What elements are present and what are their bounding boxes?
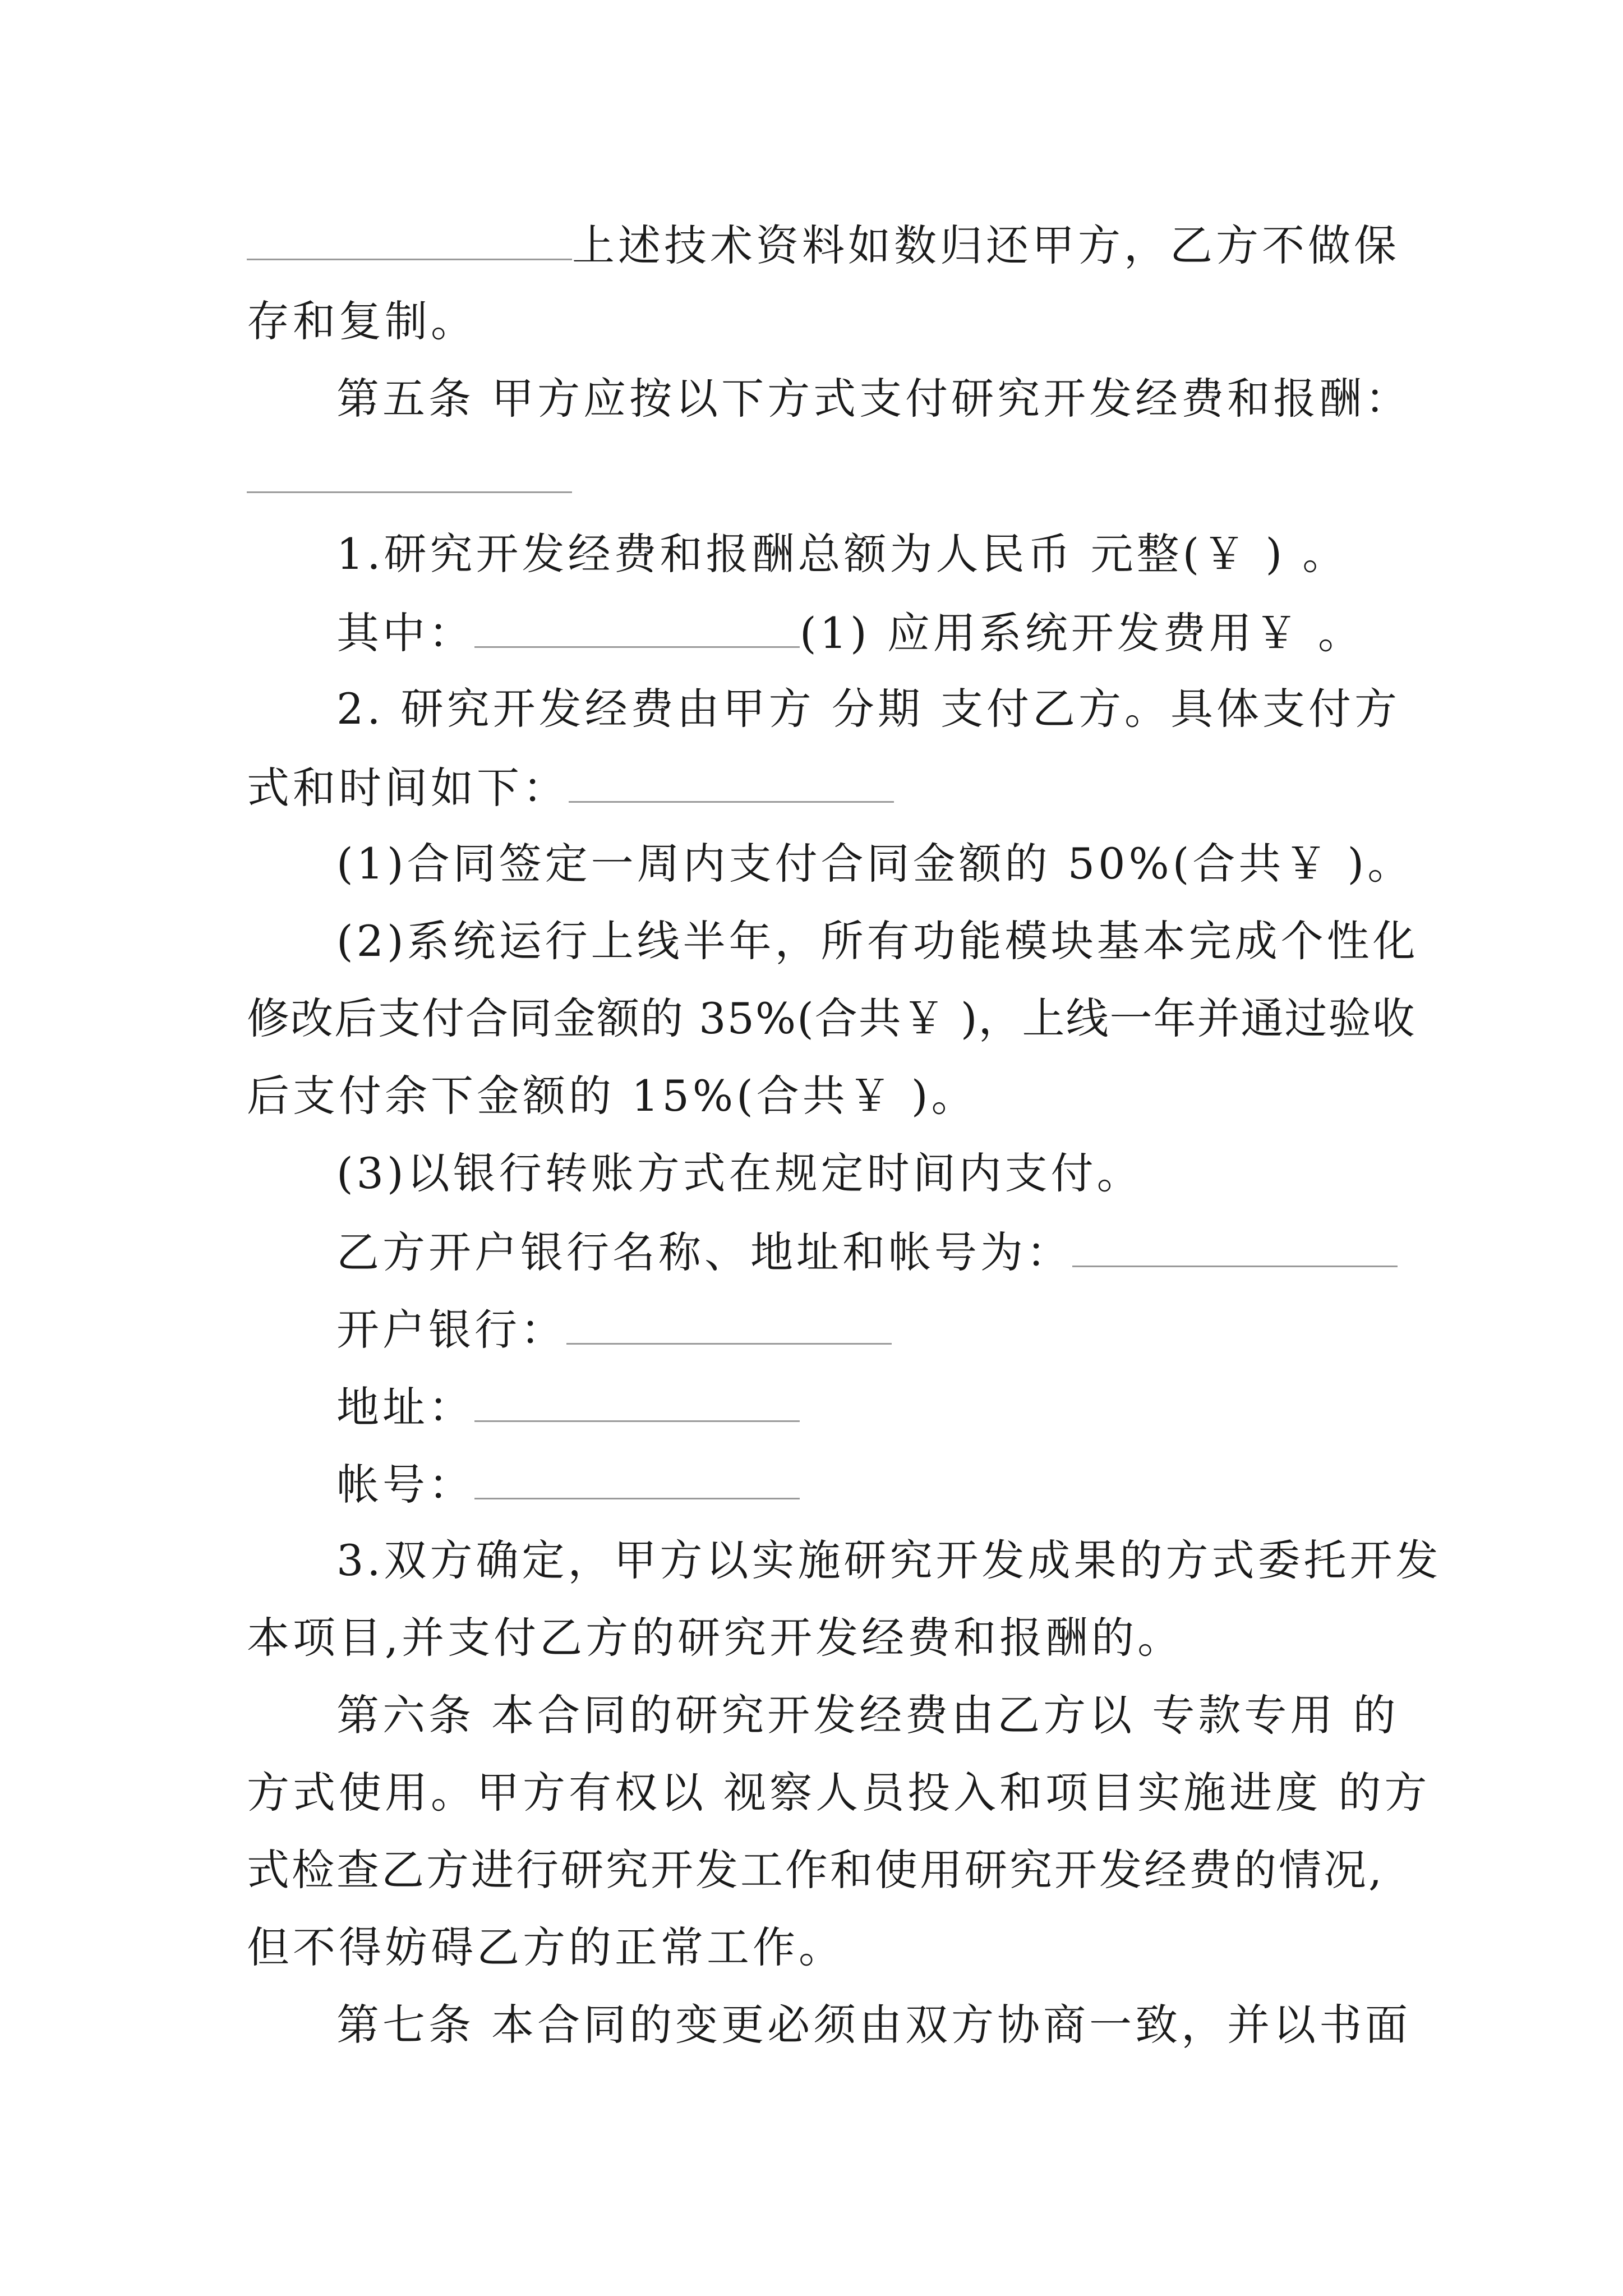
text: 式和时间如下： [247,763,569,813]
text: 乙方开户银行名称、地址和帐号为： [336,1227,1072,1277]
article-7-line: 第七条 本合同的变更必须由双方协商一致，并以书面 [336,2000,1412,2050]
paragraph-line: 修改后支付合同金额的 35%(合共￥ )，上线一年并通过验收 [247,993,1416,1043]
text: 开户银行： [336,1305,566,1355]
article-6-line: 第六条 本合同的研究开发经费由乙方以 专款专用 的 [336,1690,1399,1740]
paragraph-line [247,758,1391,815]
paragraph-line: 本项目,并支付乙方的研究开发经费和报酬的。 [247,1613,1184,1663]
paragraph-line: 2. 研究开发经费由甲方 分期 支付乙方。具体支付方 [336,684,1400,734]
fill-in-blank [1072,1223,1398,1267]
paragraph-line: 3.双方确定，甲方以实施研究开发成果的方式委托开发 [336,1535,1442,1585]
paragraph-line: 存和复制。 [247,296,477,346]
fill-in-blank [474,1378,800,1422]
fill-in-blank [474,604,800,648]
article-5-heading: 第五条 甲方应按以下方式支付研究开发经费和报酬： [336,374,1412,424]
fill-in-blank [569,758,894,803]
fill-in-blank [566,1300,892,1345]
paragraph-line: 式检查乙方进行研究开发工作和使用研究开发经费的情况, [247,1845,1385,1895]
paragraph-line [336,1300,1481,1356]
text: (1) 应用系统开发费用￥ 。 [800,608,1364,658]
paragraph-line: 方式使用。甲方有权以 视察人员投入和项目实施进度 的方 [247,1768,1431,1818]
paragraph-line: (2)系统运行上线半年，所有功能模块基本完成个性化 [336,916,1419,966]
blank-line [247,449,1391,505]
paragraph-line [336,1223,1481,1279]
text: 其中： [336,608,474,658]
fill-in-blank [247,449,572,493]
paragraph-line: (1)合同签定一周内支付合同金额的 50%(合共￥ )。 [336,839,1414,889]
text: 帐号： [336,1460,474,1510]
paragraph-line [336,1455,1481,1511]
paragraph-line: 后支付余下金额的 15%(合共￥ )。 [247,1071,978,1121]
fill-in-blank [474,1455,800,1499]
text: 上述技术资料如数归还甲方，乙方不做保 [572,220,1400,270]
paragraph-line: 但不得妨碍乙方的正常工作。 [247,1922,845,1972]
text: 地址： [336,1382,474,1432]
paragraph-line: 1.研究开发经费和报酬总额为人民币 元整(￥ ) 。 [336,529,1349,579]
fill-in-blank [247,216,572,260]
paragraph-line [336,1378,1481,1434]
paragraph-line [247,216,1400,272]
paragraph-line: (3)以银行转账方式在规定时间内支付。 [336,1148,1143,1198]
paragraph-line [336,604,1481,660]
